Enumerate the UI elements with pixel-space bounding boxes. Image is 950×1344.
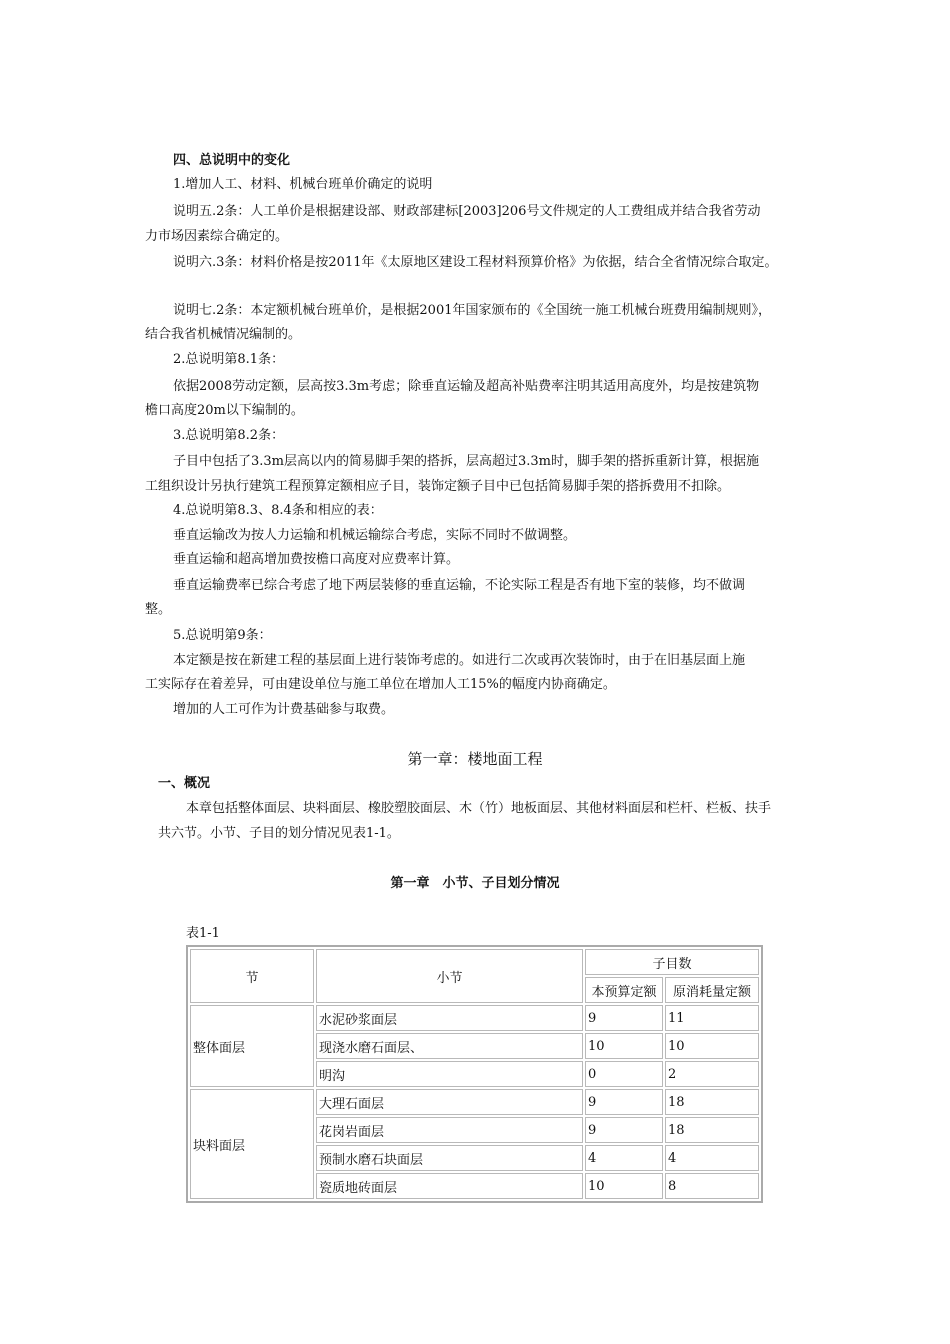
paragraph-line: 共六节。小节、子目的划分情况见表1-1。 (158, 826, 400, 841)
paragraph-line: 整。 (145, 602, 172, 617)
subsection-table (186, 945, 763, 1203)
header-original: 原消耗量定额 (665, 977, 759, 1003)
current-count-cell: 4 (585, 1145, 663, 1171)
subsection-cell: 明沟 (316, 1061, 583, 1087)
subsection-cell: 水泥砂浆面层 (316, 1005, 583, 1031)
paragraph-line: 檐口高度20m以下编制的。 (145, 403, 304, 418)
paragraph-line: 4.总说明第8.3、8.4条和相应的表： (173, 503, 383, 518)
subsection-cell: 大理石面层 (316, 1089, 583, 1115)
section-heading: 四、总说明中的变化 (173, 153, 291, 168)
paragraph-line: 增加的人工可作为计费基础参与取费。 (173, 702, 395, 717)
paragraph-line: 工实际存在着差异，可由建设单位与施工单位在增加人工15%的幅度内协商确定。 (145, 677, 616, 692)
table-row (190, 1005, 759, 1031)
subsection-cell: 瓷质地砖面层 (316, 1173, 583, 1199)
original-count-cell: 4 (665, 1145, 759, 1171)
paragraph-line: 工组织设计另执行建筑工程预算定额相应子目，装饰定额子目中已包括简易脚手架的搭拆费用不扣除。 (145, 479, 731, 494)
paragraph-line: 垂直运输和超高增加费按檐口高度对应费率计算。 (173, 552, 460, 567)
current-count-cell: 10 (585, 1173, 663, 1199)
current-count-cell: 9 (585, 1117, 663, 1143)
table-title: 第一章 小节、子目划分情况 (390, 876, 560, 891)
header-current: 本预算定额 (585, 977, 663, 1003)
paragraph-line: 5.总说明第9条： (173, 628, 272, 643)
header-subsection: 小节 (316, 949, 583, 1003)
paragraph-line: 本定额是按在新建工程的基层面上进行装饰考虑的。如进行二次或再次装饰时，由于在旧基层面上施 (173, 653, 746, 668)
paragraph-line: 垂直运输改为按人力运输和机械运输综合考虑，实际不同时不做调整。 (173, 528, 577, 543)
original-count-cell: 8 (665, 1173, 759, 1199)
original-count-cell: 2 (665, 1061, 759, 1087)
current-count-cell: 9 (585, 1005, 663, 1031)
original-count-cell: 18 (665, 1117, 759, 1143)
subsection-cell: 现浇水磨石面层、 (316, 1033, 583, 1059)
paragraph-line: 2.总说明第8.1条： (173, 352, 285, 367)
current-count-cell: 10 (585, 1033, 663, 1059)
table-label: 表1-1 (186, 926, 220, 941)
paragraph-line: 结合我省机械情况编制的。 (145, 327, 302, 342)
current-count-cell: 9 (585, 1089, 663, 1115)
table-header-row (190, 949, 759, 975)
original-count-cell: 18 (665, 1089, 759, 1115)
paragraph-line: 子目中包括了3.3m层高以内的简易脚手架的搭拆，层高超过3.3m时，脚手架的搭拆重新计算，根据施 (173, 454, 760, 469)
header-count-group: 子目数 (585, 949, 759, 975)
section-cell: 整体面层 (190, 1005, 314, 1087)
paragraph-line: 力市场因素综合确定的。 (145, 229, 289, 244)
original-count-cell: 10 (665, 1033, 759, 1059)
current-count-cell: 0 (585, 1061, 663, 1087)
paragraph-line: 3.总说明第8.2条： (173, 428, 285, 443)
paragraph-line: 1.增加人工、材料、机械台班单价确定的说明 (173, 177, 433, 192)
paragraph-line: 垂直运输费率已综合考虑了地下两层装修的垂直运输，不论实际工程是否有地下室的装修，均不做调 (173, 578, 746, 593)
paragraph-line: 说明六.3条：材料价格是按2011年《太原地区建设工程材料预算价格》为依据，结合全省情况综合取定。 (173, 255, 778, 270)
paragraph-line: 说明七.2条：本定额机械台班单价，是根据2001年国家颁布的《全国统一施工机械台班费用编制规则》， (173, 303, 771, 318)
paragraph-line: 说明五.2条：人工单价是根据建设部、财政部建标[2003]206号文件规定的人工费组成并结合我省劳动 (173, 204, 761, 219)
header-section: 节 (190, 949, 314, 1003)
table-row (190, 1089, 759, 1115)
original-count-cell: 11 (665, 1005, 759, 1031)
section-cell: 块料面层 (190, 1089, 314, 1199)
chapter-title: 第一章：楼地面工程 (407, 750, 543, 768)
subsection-cell: 花岗岩面层 (316, 1117, 583, 1143)
paragraph-line: 本章包括整体面层、块料面层、橡胶塑胶面层、木（竹）地板面层、其他材料面层和栏杆、栏板、扶手 (186, 801, 772, 816)
overview-heading: 一、概况 (158, 776, 211, 791)
subsection-cell: 预制水磨石块面层 (316, 1145, 583, 1171)
paragraph-line: 依据2008劳动定额，层高按3.3m考虑；除垂直运输及超高补贴费率注明其适用高度外，均是按建筑物 (173, 379, 760, 394)
